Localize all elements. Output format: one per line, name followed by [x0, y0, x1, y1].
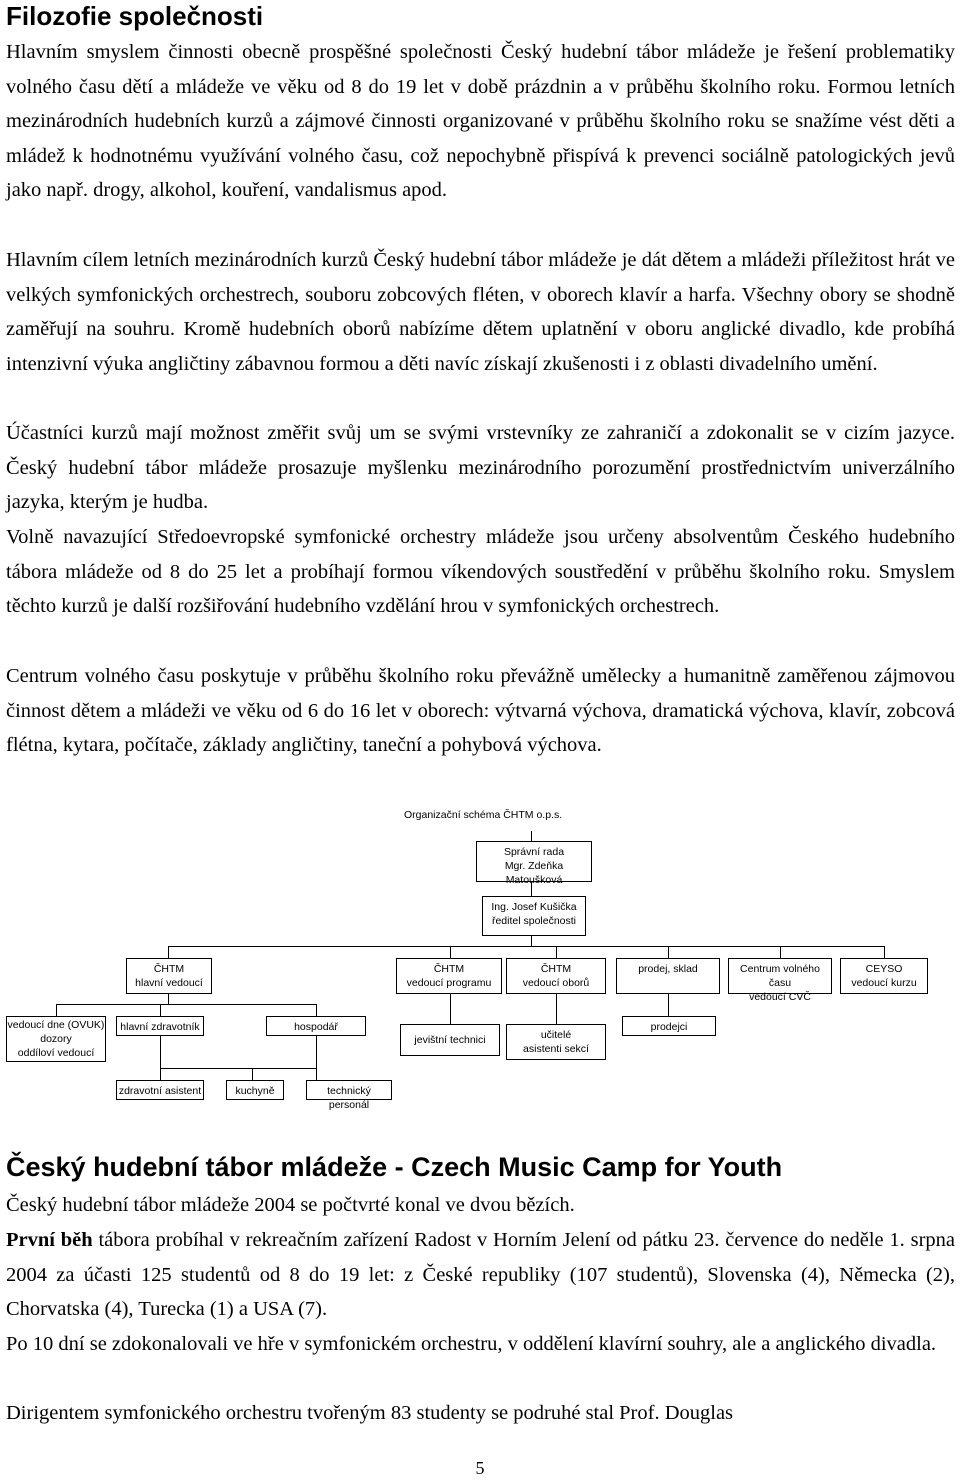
org-connector [450, 994, 451, 1024]
org-box-tech-staff: technický personál [306, 1080, 392, 1100]
org-box-sellers: prodejci [622, 1016, 716, 1036]
org-box-head-medic: hlavní zdravotník [116, 1016, 204, 1036]
first-run-text: tábora probíhal v rekreačním zařízení Radost v Horním Jelení od pátku 23. července do neděle 1. srpna 2004 za účasti 125 studentů od 8 do 19 let: z České republiky (107 studentů), Slovenska (4), Německa (2), Chorvatska (4), Turecka (1) a USA (7). [6, 1229, 956, 1321]
org-box-board: Správní rada Mgr. Zdeňka Matoušková [476, 841, 592, 882]
org-connector [316, 1036, 317, 1080]
org-connector [780, 946, 781, 958]
org-box-section-leader: ČHTM vedoucí oborů [506, 958, 606, 994]
org-connector [668, 946, 669, 958]
section-heading-philosophy: Filozofie společnosti [6, 1, 264, 31]
org-connector [56, 1004, 316, 1005]
paragraph-ten-days: Po 10 dní se zdokonalovali ve hře v symfonickém orchestru, v oddělení klavírní souhry, ale a anglického divadla. [6, 1333, 937, 1355]
org-box-sales-stock: prodej, sklad [616, 958, 720, 994]
org-connector [168, 946, 169, 958]
paragraph-summer-courses: Hlavním cílem letních mezinárodních kurzů Český hudební tábor mládeže je dát dětem a mládeži příležitost hrát ve velkých symfonických orchestrech, souboru zobcových fléten, v oborech klavír a harfa. Všechny obory se shodně zaměřují na souhru. Kromě hudebních oborů nabízíme dětem uplatnění v oboru anglické divadlo, kde probíhá intenzivní výuka angličtiny zábavnou formou a děti navíc získají zkušenosti i z oblasti divadelního umění. [6, 249, 955, 375]
paragraph-ceyso: Volně navazující Středoevropské symfonické orchestry mládeže jsou určeny absolventům Českého hudebního tábora mládeže od 8 do 25 let a probíhají formou víkendových soustředění v průběhu školního roku. Smyslem těchto kurzů je další rozšiřování hudebního vzdělání hrou v symfonických orchestrech. [6, 526, 955, 618]
org-connector [168, 994, 169, 1004]
org-box-leisure-centre: Centrum volného času vedoucí CVČ [728, 958, 832, 994]
org-connector [668, 994, 669, 1016]
paragraph-leisure-centre: Centrum volného času poskytuje v průběhu školního roku převážně umělecky a humanitně zaměřenou zájmovou činnost dětem a mládeži ve věku od 6 do 16 let v oborech: výtvarná výchova, dramatická výchova, klavír, zobcová flétna, kytara, počítače, základy angličtiny, taneční a pohybová výchova. [6, 665, 955, 757]
org-connector [160, 1068, 316, 1069]
paragraph-conductor: Dirigentem symfonického orchestru tvořeným 83 studenty se podruhé stal Prof. Douglas [6, 1402, 734, 1424]
org-chart [0, 800, 960, 1110]
org-box-director: Ing. Josef Kušička ředitel společnosti [482, 896, 586, 936]
org-box-stage-techs: jevištní technici [400, 1024, 500, 1056]
paragraph-participants: Účastníci kurzů mají možnost změřit svůj um se svými vrstevníky ze zahraničí a zdokonalit se v cizím jazyce. Český hudební tábor mládeže prosazuje myšlenku mezinárodního porozumění prostřednictvím univerzálního jazyka, kterým je hudba. [6, 422, 955, 514]
org-box-ceyso: CEYSO vedoucí kurzu [840, 958, 928, 994]
org-box-medic-assistant: zdravotní asistent [116, 1080, 204, 1100]
org-box-program-leader: ČHTM vedoucí programu [396, 958, 502, 994]
org-connector [316, 1004, 317, 1016]
org-box-housekeeper: hospodář [266, 1016, 366, 1036]
org-connector [531, 936, 532, 946]
org-connector [556, 946, 557, 958]
org-connector [252, 1068, 253, 1080]
org-connector [531, 831, 532, 841]
section-heading-camp: Český hudební tábor mládeže - Czech Music Camp for Youth [6, 1152, 783, 1182]
paragraph-camp-intro: Český hudební tábor mládeže 2004 se počtvrté konal ve dvou bězích. [6, 1194, 575, 1216]
org-connector [884, 946, 885, 958]
org-connector [450, 946, 451, 958]
org-connector [160, 1004, 161, 1016]
org-box-teachers: učitelé asistenti sekcí [506, 1024, 606, 1060]
paragraph-main-purpose: Hlavním smyslem činnosti obecně prospěšné společnosti Český hudební tábor mládeže je řešení problematiky volného času dětí a mládeže ve věku od 8 do 19 let v době prázdnin a v průběhu školního roku. Formou letních mezinárodních hudebních kurzů a zájmové činnosti organizované v průběhu školního roku se snažíme vést děti a mládež k hodnotnému využívání volného času, což nepochybně přispívá k prevenci sociálně patologických jevů jako např. drogy, alkohol, kouření, vandalismus apod. [6, 41, 955, 202]
org-connector [160, 1036, 161, 1080]
paragraph-first-run [6, 1223, 955, 1327]
org-box-main-leader: ČHTM hlavní vedoucí [126, 958, 212, 994]
org-connector [168, 946, 884, 947]
org-box-kitchen: kuchyně [226, 1080, 284, 1100]
org-connector [556, 994, 557, 1024]
first-run-label: První běh [6, 1229, 93, 1251]
org-connector [56, 1004, 57, 1016]
org-chart-title: Organizační schéma ČHTM o.p.s. [404, 809, 563, 821]
org-box-day-leader: vedoucí dne (OVUK) dozory oddíloví vedoucí [6, 1016, 106, 1062]
page-number: 5 [475, 1458, 485, 1478]
